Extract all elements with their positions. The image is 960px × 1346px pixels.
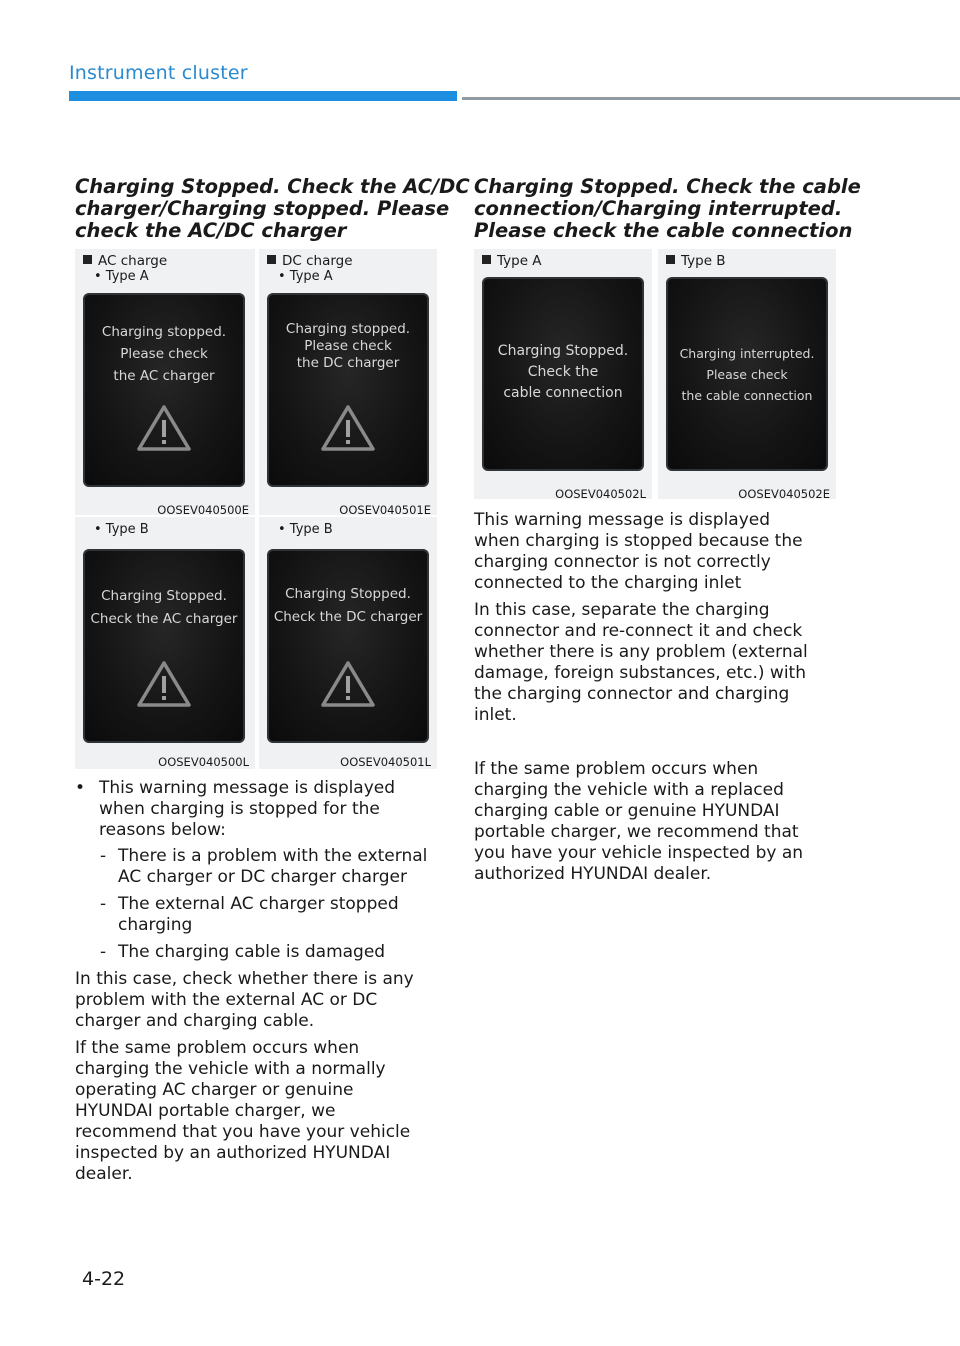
panel-label: Type B — [666, 254, 726, 269]
figure-cable-type-b — [658, 249, 836, 499]
warning-triangle-icon — [320, 659, 376, 709]
warning-triangle-icon — [136, 403, 192, 453]
figure-ac-type-b — [75, 517, 255, 769]
square-bullet-icon — [482, 255, 491, 264]
square-bullet-icon — [267, 255, 276, 264]
screen-message: Charging interrupted. Please check the cable connection — [679, 346, 815, 403]
right-paragraph-1: This warning message is displayed when charging is stopped because the charging connector is not correctly connected to the charging inlet — [474, 510, 803, 593]
dash-item: - The external AC charger stopped charging — [100, 894, 399, 935]
panel-sub: • Type B — [94, 522, 149, 537]
screen-message: Charging stopped. Please check the AC charger — [101, 324, 227, 384]
bullet-dot: • — [75, 778, 86, 798]
screen-message: Charging Stopped. Check the DC charger — [273, 586, 423, 625]
square-bullet-icon — [83, 255, 92, 264]
image-code: OOSEV040502E — [738, 487, 830, 501]
panel-label: Type A — [482, 254, 542, 269]
figure-cable-type-a — [474, 249, 652, 499]
screen-message: Charging Stopped. Check the AC charger — [90, 588, 238, 627]
left-paragraph-2: If the same problem occurs when charging the vehicle with a normally operating AC charger or genuine HYUNDAI portable charger, we recommend that you have your vehicle inspected by an authorized HYUNDAI dealer. — [75, 1038, 411, 1184]
cluster-screen — [666, 277, 828, 471]
header-bar-gray — [462, 97, 960, 100]
panel-label: DC charge — [267, 254, 353, 269]
panel-sub: • Type A — [278, 269, 333, 284]
image-code: OOSEV040500L — [158, 755, 249, 769]
cluster-screen — [83, 293, 245, 487]
panel-sub: • Type A — [94, 269, 149, 284]
cluster-screen — [267, 293, 429, 487]
dash-item: - The charging cable is damaged — [100, 942, 386, 962]
image-code: OOSEV040501E — [339, 503, 431, 517]
image-code: OOSEV040501L — [340, 755, 431, 769]
cluster-screen — [482, 277, 644, 471]
dash-item: - There is a problem with the external AC charger or DC charger charger — [100, 846, 428, 887]
cluster-screen — [267, 549, 429, 743]
right-paragraph-2: In this case, separate the charging connector and re-connect it and check whether there is any problem (external damage, foreign substances, etc.) with the charging connector and charging inlet. — [474, 600, 808, 725]
left-paragraph-1: In this case, check whether there is any problem with the external AC or DC charger and charging cable. — [75, 969, 414, 1031]
bullet-item: • This warning message is displayed when charging is stopped for the reasons below: — [75, 778, 396, 840]
screen-message: Charging stopped. Please check the DC charger — [285, 321, 411, 371]
panel-label: AC charge — [83, 254, 167, 269]
page-number: 4-22 — [82, 1268, 126, 1290]
figure-dc-type-b — [259, 517, 437, 769]
header-bar-blue — [69, 91, 457, 101]
screen-message: Charging Stopped. Check the cable connection — [497, 343, 629, 401]
figure-dc-type-a — [259, 249, 437, 515]
panel-sub: • Type B — [278, 522, 333, 537]
section-title: Instrument cluster — [69, 62, 248, 84]
image-code: OOSEV040500E — [157, 503, 249, 517]
cluster-screen — [83, 549, 245, 743]
right-heading: Charging Stopped. Check the cable connection/Charging interrupted. Please check the cable connection — [474, 175, 861, 242]
right-paragraph-3: If the same problem occurs when charging the vehicle with a replaced charging cable or genuine HYUNDAI portable charger, we recommend that you have your vehicle inspected by an authorized HYUNDAI dealer. — [474, 759, 804, 884]
warning-triangle-icon — [320, 403, 376, 453]
warning-triangle-icon — [136, 659, 192, 709]
figure-ac-type-a — [75, 249, 255, 515]
left-heading: Charging Stopped. Check the AC/DC charger/Charging stopped. Please check the AC/DC charger — [75, 175, 470, 242]
image-code: OOSEV040502L — [555, 487, 646, 501]
square-bullet-icon — [666, 255, 675, 264]
